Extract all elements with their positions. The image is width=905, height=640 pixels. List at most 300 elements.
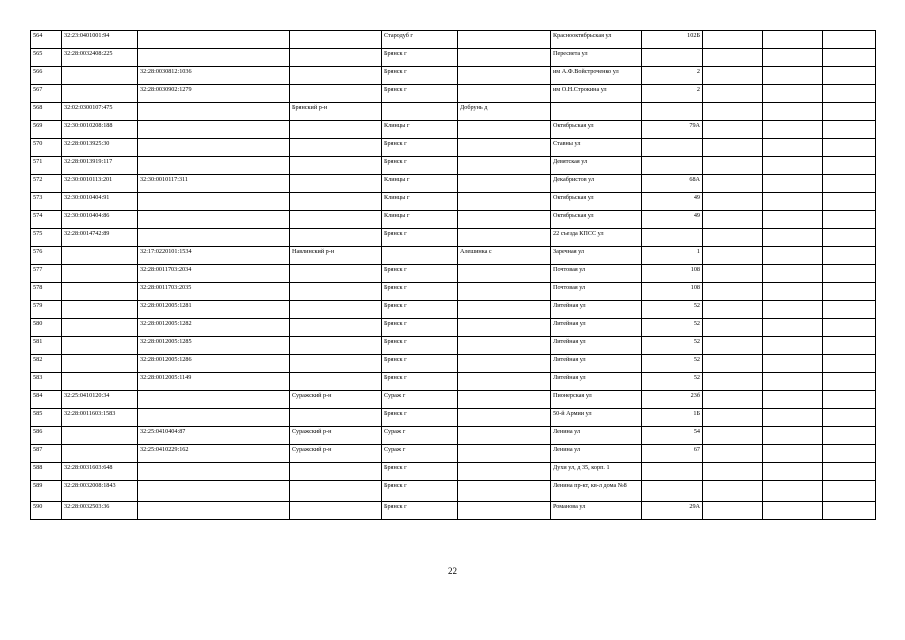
extra-cell-1 [703, 319, 763, 337]
table-row [31, 427, 876, 445]
district-cell [290, 49, 382, 67]
extra-cell-3 [823, 427, 876, 445]
extra-cell-3 [823, 355, 876, 373]
extra-cell-2 [763, 391, 823, 409]
table-row [31, 355, 876, 373]
street-cell: Почтовая ул [551, 283, 642, 301]
cadastral-number-cell: 32:28:0013919:117 [62, 157, 138, 175]
cadastral-number-2-cell [138, 229, 290, 247]
table-row [31, 247, 876, 265]
cadastral-number-2-cell: 32:28:0011703:2034 [138, 265, 290, 283]
table-row [31, 265, 876, 283]
district-cell [290, 502, 382, 520]
extra-cell-2 [763, 31, 823, 49]
row-number-cell: 564 [31, 31, 62, 49]
street-cell: Романова ул [551, 502, 642, 520]
settlement-cell [458, 31, 551, 49]
settlement-cell [458, 193, 551, 211]
table-row [31, 373, 876, 391]
extra-cell-1 [703, 373, 763, 391]
city-cell: Стародуб г [382, 31, 458, 49]
extra-cell-1 [703, 355, 763, 373]
extra-cell-3 [823, 301, 876, 319]
cadastral-number-cell: 32:25:0410120:34 [62, 391, 138, 409]
cadastral-number-2-cell [138, 121, 290, 139]
settlement-cell: Алешинка с [458, 247, 551, 265]
extra-cell-3 [823, 103, 876, 121]
street-cell: Ставны ул [551, 139, 642, 157]
extra-cell-2 [763, 481, 823, 502]
city-cell: Брянск г [382, 337, 458, 355]
house-cell [642, 103, 703, 121]
settlement-cell [458, 175, 551, 193]
house-cell: 108 [642, 265, 703, 283]
house-cell: 102Б [642, 31, 703, 49]
house-cell [642, 463, 703, 481]
district-cell [290, 319, 382, 337]
extra-cell-2 [763, 409, 823, 427]
extra-cell-3 [823, 445, 876, 463]
extra-cell-1 [703, 229, 763, 247]
extra-cell-3 [823, 283, 876, 301]
district-cell [290, 301, 382, 319]
extra-cell-3 [823, 319, 876, 337]
settlement-cell [458, 463, 551, 481]
street-cell: Литейная ул [551, 355, 642, 373]
extra-cell-1 [703, 211, 763, 229]
extra-cell-3 [823, 139, 876, 157]
city-cell: Брянск г [382, 481, 458, 502]
cadastral-number-2-cell [138, 49, 290, 67]
extra-cell-3 [823, 481, 876, 502]
settlement-cell [458, 229, 551, 247]
street-cell: Пересвета ул [551, 49, 642, 67]
extra-cell-2 [763, 337, 823, 355]
city-cell: Брянск г [382, 319, 458, 337]
street-cell: Почтовая ул [551, 265, 642, 283]
cadastral-number-cell [62, 319, 138, 337]
street-cell: Литейная ул [551, 301, 642, 319]
street-cell: 22 съезда КПСС ул [551, 229, 642, 247]
cadastral-number-2-cell: 32:28:0012005:1286 [138, 355, 290, 373]
city-cell: Брянск г [382, 67, 458, 85]
row-number-cell: 577 [31, 265, 62, 283]
extra-cell-3 [823, 373, 876, 391]
extra-cell-2 [763, 445, 823, 463]
settlement-cell [458, 502, 551, 520]
house-cell: 79А [642, 121, 703, 139]
cadastral-number-2-cell: 32:28:0011703:2035 [138, 283, 290, 301]
cadastral-number-cell [62, 355, 138, 373]
street-cell: Пионерская ул [551, 391, 642, 409]
city-cell: Брянск г [382, 157, 458, 175]
house-cell [642, 139, 703, 157]
extra-cell-1 [703, 427, 763, 445]
cadastral-number-cell [62, 85, 138, 103]
settlement-cell [458, 481, 551, 502]
cadastral-number-cell: 32:23:0401001:94 [62, 31, 138, 49]
table-row [31, 319, 876, 337]
extra-cell-2 [763, 67, 823, 85]
cadastral-number-cell [62, 373, 138, 391]
extra-cell-1 [703, 463, 763, 481]
cadastral-number-cell [62, 445, 138, 463]
extra-cell-2 [763, 283, 823, 301]
extra-cell-1 [703, 481, 763, 502]
cadastral-number-cell: 32:28:0011603:1583 [62, 409, 138, 427]
extra-cell-3 [823, 463, 876, 481]
extra-cell-1 [703, 67, 763, 85]
table-row [31, 463, 876, 481]
settlement-cell [458, 301, 551, 319]
extra-cell-3 [823, 49, 876, 67]
extra-cell-3 [823, 247, 876, 265]
settlement-cell [458, 409, 551, 427]
street-cell: им А.Ф.Войстроченко ул [551, 67, 642, 85]
extra-cell-2 [763, 427, 823, 445]
city-cell: Брянск г [382, 502, 458, 520]
city-cell: Брянск г [382, 229, 458, 247]
district-cell [290, 211, 382, 229]
table-row [31, 139, 876, 157]
cadastral-number-2-cell [138, 139, 290, 157]
settlement-cell [458, 319, 551, 337]
city-cell: Брянск г [382, 301, 458, 319]
city-cell: Клинцы г [382, 193, 458, 211]
district-cell [290, 337, 382, 355]
row-number-cell: 589 [31, 481, 62, 502]
house-cell: 49 [642, 211, 703, 229]
row-number-cell: 576 [31, 247, 62, 265]
settlement-cell: Добрунь д [458, 103, 551, 121]
table-row [31, 502, 876, 520]
extra-cell-3 [823, 391, 876, 409]
extra-cell-3 [823, 337, 876, 355]
extra-cell-2 [763, 193, 823, 211]
city-cell: Брянск г [382, 49, 458, 67]
extra-cell-3 [823, 157, 876, 175]
cadastral-number-2-cell [138, 157, 290, 175]
extra-cell-1 [703, 301, 763, 319]
table-row [31, 121, 876, 139]
house-cell: 52 [642, 319, 703, 337]
city-cell: Брянск г [382, 373, 458, 391]
extra-cell-1 [703, 157, 763, 175]
settlement-cell [458, 85, 551, 103]
street-cell: Девятская ул [551, 157, 642, 175]
cadastral-number-cell [62, 283, 138, 301]
district-cell: Навлинский р-н [290, 247, 382, 265]
house-cell [642, 49, 703, 67]
house-cell: 49 [642, 193, 703, 211]
cadastral-number-cell [62, 337, 138, 355]
row-number-cell: 567 [31, 85, 62, 103]
row-number-cell: 584 [31, 391, 62, 409]
cadastral-number-2-cell [138, 31, 290, 49]
extra-cell-1 [703, 121, 763, 139]
row-number-cell: 574 [31, 211, 62, 229]
house-cell [642, 229, 703, 247]
settlement-cell [458, 121, 551, 139]
table-row [31, 193, 876, 211]
cadastral-number-cell: 32:28:0031603:648 [62, 463, 138, 481]
district-cell: Суражский р-н [290, 391, 382, 409]
cadastral-number-2-cell: 32:28:0012005:1281 [138, 301, 290, 319]
city-cell: Клинцы г [382, 175, 458, 193]
district-cell [290, 121, 382, 139]
table-row [31, 409, 876, 427]
extra-cell-2 [763, 229, 823, 247]
extra-cell-1 [703, 247, 763, 265]
street-cell: Ленина ул [551, 445, 642, 463]
city-cell: Сураж г [382, 391, 458, 409]
district-cell [290, 355, 382, 373]
city-cell: Брянск г [382, 85, 458, 103]
table-row [31, 175, 876, 193]
district-cell [290, 175, 382, 193]
cadastral-number-2-cell: 32:25:0410404:87 [138, 427, 290, 445]
extra-cell-3 [823, 211, 876, 229]
cadastral-number-2-cell [138, 103, 290, 121]
house-cell: 108 [642, 283, 703, 301]
settlement-cell [458, 211, 551, 229]
extra-cell-1 [703, 283, 763, 301]
extra-cell-2 [763, 211, 823, 229]
cadastral-number-2-cell: 32:28:0030812:1036 [138, 67, 290, 85]
row-number-cell: 582 [31, 355, 62, 373]
extra-cell-2 [763, 373, 823, 391]
settlement-cell [458, 337, 551, 355]
extra-cell-3 [823, 193, 876, 211]
cadastral-number-2-cell: 32:28:0012005:1282 [138, 319, 290, 337]
row-number-cell: 588 [31, 463, 62, 481]
house-cell: 52 [642, 337, 703, 355]
street-cell: Октябрьская ул [551, 211, 642, 229]
settlement-cell [458, 373, 551, 391]
cadastral-number-2-cell: 32:28:0012005:1149 [138, 373, 290, 391]
extra-cell-3 [823, 502, 876, 520]
city-cell: Сураж г [382, 445, 458, 463]
settlement-cell [458, 391, 551, 409]
table-row [31, 301, 876, 319]
district-cell [290, 31, 382, 49]
district-cell [290, 463, 382, 481]
house-cell [642, 157, 703, 175]
district-cell [290, 193, 382, 211]
cadastral-number-2-cell: 32:17:0220101:1534 [138, 247, 290, 265]
house-cell: 54 [642, 427, 703, 445]
street-cell: Ленина пр-кт, кв-л дома №8 [551, 481, 642, 502]
cadastral-number-cell: 32:02:0300107:475 [62, 103, 138, 121]
extra-cell-3 [823, 265, 876, 283]
city-cell: Брянск г [382, 355, 458, 373]
table-row [31, 283, 876, 301]
extra-cell-1 [703, 31, 763, 49]
table-body [31, 31, 876, 520]
extra-cell-3 [823, 85, 876, 103]
cadastral-number-cell [62, 301, 138, 319]
cadastral-number-2-cell [138, 502, 290, 520]
cadastral-number-2-cell [138, 391, 290, 409]
cadastral-number-cell [62, 265, 138, 283]
row-number-cell: 583 [31, 373, 62, 391]
table-row [31, 157, 876, 175]
house-cell: 67 [642, 445, 703, 463]
cadastral-number-2-cell: 32:30:0010117:311 [138, 175, 290, 193]
row-number-cell: 565 [31, 49, 62, 67]
house-cell: 52 [642, 301, 703, 319]
table-row [31, 67, 876, 85]
house-cell: 29А [642, 502, 703, 520]
extra-cell-1 [703, 103, 763, 121]
extra-cell-1 [703, 502, 763, 520]
street-cell: Литейная ул [551, 337, 642, 355]
house-cell: 23б [642, 391, 703, 409]
row-number-cell: 585 [31, 409, 62, 427]
extra-cell-1 [703, 175, 763, 193]
row-number-cell: 566 [31, 67, 62, 85]
row-number-cell: 569 [31, 121, 62, 139]
street-cell: Декабристов ул [551, 175, 642, 193]
city-cell: Брянск г [382, 409, 458, 427]
cadastral-number-cell [62, 427, 138, 445]
table-row [31, 391, 876, 409]
row-number-cell: 568 [31, 103, 62, 121]
extra-cell-2 [763, 319, 823, 337]
house-cell: 1Б [642, 409, 703, 427]
district-cell: Брянский р-н [290, 103, 382, 121]
city-cell [382, 247, 458, 265]
street-cell: Духи ул, д 35, корп. 1 [551, 463, 642, 481]
row-number-cell: 590 [31, 502, 62, 520]
extra-cell-3 [823, 121, 876, 139]
row-number-cell: 579 [31, 301, 62, 319]
district-cell [290, 157, 382, 175]
row-number-cell: 580 [31, 319, 62, 337]
extra-cell-2 [763, 355, 823, 373]
row-number-cell: 586 [31, 427, 62, 445]
street-cell: Октябрьская ул [551, 121, 642, 139]
city-cell [382, 103, 458, 121]
city-cell: Брянск г [382, 265, 458, 283]
table-row [31, 31, 876, 49]
street-cell: Литейная ул [551, 319, 642, 337]
district-cell [290, 265, 382, 283]
settlement-cell [458, 67, 551, 85]
row-number-cell: 573 [31, 193, 62, 211]
settlement-cell [458, 49, 551, 67]
extra-cell-1 [703, 265, 763, 283]
extra-cell-2 [763, 265, 823, 283]
street-cell: Октябрьская ул [551, 193, 642, 211]
street-cell: Заречная ул [551, 247, 642, 265]
street-cell [551, 103, 642, 121]
extra-cell-1 [703, 193, 763, 211]
extra-cell-2 [763, 85, 823, 103]
row-number-cell: 578 [31, 283, 62, 301]
extra-cell-2 [763, 157, 823, 175]
cadastral-number-2-cell [138, 193, 290, 211]
table-row [31, 229, 876, 247]
extra-cell-2 [763, 301, 823, 319]
settlement-cell [458, 139, 551, 157]
page-number: 22 [448, 566, 457, 576]
extra-cell-3 [823, 175, 876, 193]
district-cell: Суражский р-н [290, 445, 382, 463]
table-row [31, 481, 876, 502]
district-cell [290, 85, 382, 103]
cadastral-number-2-cell: 32:28:0012005:1285 [138, 337, 290, 355]
table-row [31, 211, 876, 229]
extra-cell-2 [763, 502, 823, 520]
settlement-cell [458, 265, 551, 283]
house-cell: 52 [642, 355, 703, 373]
extra-cell-1 [703, 391, 763, 409]
street-cell: Литейная ул [551, 373, 642, 391]
table-row [31, 103, 876, 121]
extra-cell-2 [763, 463, 823, 481]
city-cell: Брянск г [382, 463, 458, 481]
cadastral-number-2-cell [138, 211, 290, 229]
cadastral-number-cell: 32:28:0014742:89 [62, 229, 138, 247]
district-cell [290, 67, 382, 85]
city-cell: Клинцы г [382, 121, 458, 139]
extra-cell-3 [823, 409, 876, 427]
extra-cell-2 [763, 175, 823, 193]
row-number-cell: 575 [31, 229, 62, 247]
records-table [30, 30, 876, 520]
district-cell [290, 409, 382, 427]
district-cell [290, 283, 382, 301]
house-cell: 2 [642, 67, 703, 85]
extra-cell-2 [763, 247, 823, 265]
cadastral-number-cell: 32:28:0032008:1843 [62, 481, 138, 502]
extra-cell-1 [703, 49, 763, 67]
extra-cell-1 [703, 445, 763, 463]
settlement-cell [458, 445, 551, 463]
cadastral-number-cell [62, 247, 138, 265]
row-number-cell: 581 [31, 337, 62, 355]
table-row [31, 337, 876, 355]
cadastral-number-cell: 32:28:0032408:225 [62, 49, 138, 67]
city-cell: Брянск г [382, 139, 458, 157]
cadastral-number-cell: 32:28:0032503:36 [62, 502, 138, 520]
extra-cell-1 [703, 85, 763, 103]
row-number-cell: 570 [31, 139, 62, 157]
city-cell: Сураж г [382, 427, 458, 445]
district-cell [290, 229, 382, 247]
settlement-cell [458, 283, 551, 301]
extra-cell-2 [763, 103, 823, 121]
street-cell: Краснооктябрьская ул [551, 31, 642, 49]
cadastral-number-2-cell [138, 409, 290, 427]
row-number-cell: 572 [31, 175, 62, 193]
extra-cell-1 [703, 139, 763, 157]
extra-cell-2 [763, 139, 823, 157]
house-cell: 1 [642, 247, 703, 265]
settlement-cell [458, 355, 551, 373]
street-cell: им О.Н.Строкина ул [551, 85, 642, 103]
row-number-cell: 587 [31, 445, 62, 463]
street-cell: 50-й Армии ул [551, 409, 642, 427]
settlement-cell [458, 157, 551, 175]
extra-cell-3 [823, 67, 876, 85]
table-row [31, 49, 876, 67]
house-cell: 52 [642, 373, 703, 391]
house-cell [642, 481, 703, 502]
extra-cell-3 [823, 31, 876, 49]
cadastral-number-2-cell [138, 481, 290, 502]
